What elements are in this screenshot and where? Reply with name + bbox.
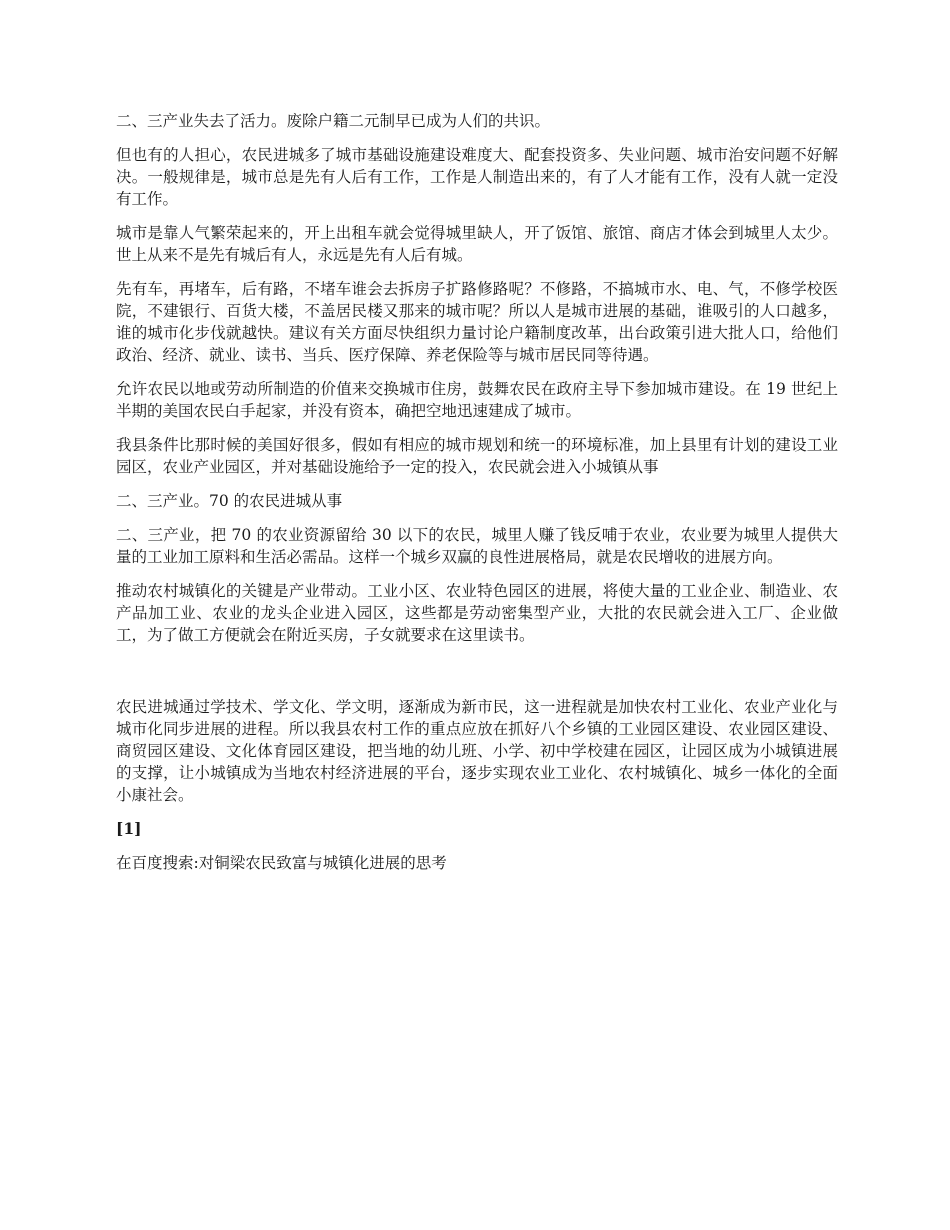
paragraph-4: 先有车，再堵车，后有路，不堵车谁会去拆房子扩路修路呢？不修路，不搞城市水、电、气，不修学校医院，不建银行、百货大楼，不盖居民楼又那来的城市呢？所以人是城市进展的基础，谁吸引的人口越多，谁的城市化步伐就越快。建议有关方面尽快组织力量讨论户籍制度改革，出台政策引进大批人口，给他们政治、经济、就业、读书、当兵、医疗保障、养老保险等与城市居民同等待遇。 [116, 280, 838, 364]
paragraph-2: 但也有的人担心，农民进城多了城市基础设施建设难度大、配套投资多、失业问题、城市治安问题不好解决。一般规律是，城市总是先有人后有工作，工作是人制造出来的，有了人才能有工作，没有人就一定没有工作。 [116, 146, 838, 208]
section-gap [116, 658, 838, 696]
search-line: 在百度搜索:对铜梁农民致富与城镇化进展的思考 [116, 854, 447, 872]
document-page [116, 110, 838, 886]
paragraph-6: 我县条件比那时候的美国好很多，假如有相应的城市规划和统一的环境标准，加上县里有计划的建设工业园区，农业产业园区，并对基础设施给予一定的投入，农民就会进入小城镇从事 [116, 436, 838, 476]
paragraph-10: 农民进城通过学技术、学文化、学文明，逐渐成为新市民，这一进程就是加快农村工业化、农业产业化与城市化同步进展的进程。所以我县农村工作的重点应放在抓好八个乡镇的工业园区建设、农业园区建设、商贸园区建设、文化体育园区建设，把当地的幼儿班、小学、初中学校建在园区，让园区成为小城镇进展的支撑，让小城镇成为当地农村经济进展的平台，逐步实现农业工业化、农村城镇化、城乡一体化的全面小康社会。 [116, 698, 838, 804]
paragraph-1: 二、三产业失去了活力。废除户籍二元制早已成为人们的共识。 [116, 112, 551, 130]
paragraph-5: 允许农民以地或劳动所制造的价值来交换城市住房，鼓舞农民在政府主导下参加城市建设。在 19 世纪上半期的美国农民白手起家，并没有资本，确把空地迅速建成了城市。 [116, 380, 838, 420]
paragraph-3: 城市是靠人气繁荣起来的，开上出租车就会觉得城里缺人，开了饭馆、旅馆、商店才体会到城里人太少。世上从来不是先有城后有人，永远是先有人后有城。 [116, 224, 838, 264]
paragraph-9: 推动农村城镇化的关键是产业带动。工业小区、农业特色园区的进展，将使大量的工业企业、制造业、农产品加工业、农业的龙头企业进入园区，这些都是劳动密集型产业，大批的农民就会进入工厂、企业做工，为了做工方便就会在附近买房，子女就要求在这里读书。 [116, 582, 838, 644]
paragraph-8: 二、三产业，把 70 的农业资源留给 30 以下的农民，城里人赚了钱反哺于农业，农业要为城里人提供大量的工业加工原料和生活必需品。这样一个城乡双赢的良性进展格局，就是农民增收的进展方向。 [116, 526, 838, 566]
paragraph-7: 二、三产业。70 的农民进城从事 [116, 492, 343, 510]
reference-mark: [1] [116, 819, 142, 838]
